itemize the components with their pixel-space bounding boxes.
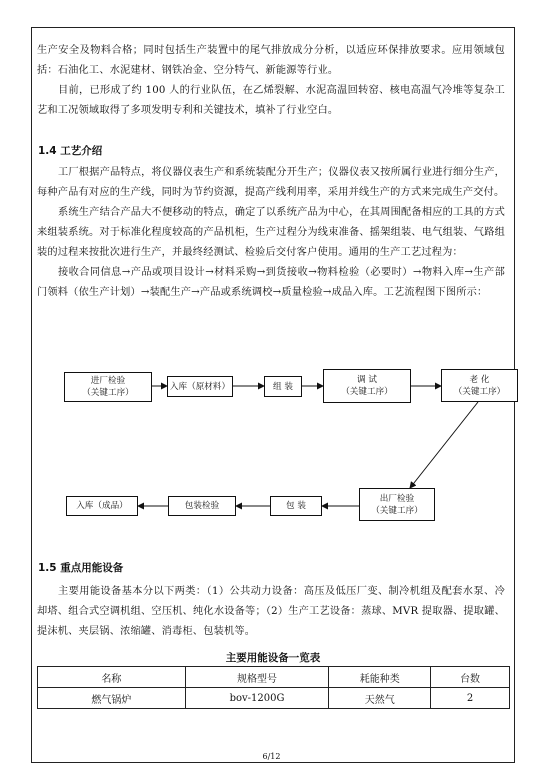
table-header-cell: 台数 <box>431 667 510 688</box>
flow-box-sublabel: （关键工序） <box>453 386 506 397</box>
flow-box-label: 调 试 <box>357 375 377 385</box>
intro-text <box>37 41 505 121</box>
flow-box-label: 组 装 <box>273 381 293 392</box>
flow-box-packaging-inspection <box>168 496 236 516</box>
flow-box-sublabel: （关键工序） <box>82 388 134 398</box>
process-text <box>37 163 505 303</box>
flow-box-label: 入库（原材料） <box>169 381 231 392</box>
flow-box-debugging <box>323 369 411 403</box>
paragraph-factory: 工厂根据产品特点，将仪器仪表生产和系统装配分开生产；仪器仪表又按所属行业进行细分生产，每种产品有对应的生产线，同时为节约资源，提高产线利用率，采用并线生产的方式来完成生产交付。 <box>37 167 505 198</box>
table-header-cell: 规格型号 <box>185 667 329 688</box>
flow-box-aging <box>441 369 518 402</box>
paragraph-equipment: 主要用能设备基本分以下两类：（1）公共动力设备：高压及低压厂变、制冷机组及配套水泵、冷却塔、组合式空调机组、空压机、纯化水设备等；（2）生产工艺设备：蒸球、MVR 提取器、提取罐、提沫机、夹层锅、浓缩罐、消毒柜、包装机等。 <box>37 586 505 637</box>
paragraph-continued: 生产安全及物料合格；同时包括生产装置中的尾气排放成分分析，以适应环保排放要求。应用领域包括：石油化工、水泥建材、钢铁冶金、空分特气、新能源等行业。 <box>37 45 505 76</box>
table-header-cell: 耗能种类 <box>329 667 431 688</box>
equipment-text <box>37 582 505 642</box>
page-number: 6/12 <box>262 752 281 761</box>
section-heading-1-4: 1.4 工艺介绍 <box>38 145 103 157</box>
paragraph-system: 系统生产结合产品大不便移动的特点，确定了以系统产品为中心，在其周围配备相应的工具的方式来组装系统。对于标准化程度较高的产品机柜，生产过程分为线束准备、摇架组装、电气组装、气路组装的过程来按批次进行生产，并最终经测试、检验后交付客户使用。通用的生产工艺过程为： <box>37 207 505 258</box>
table-cell: 天然气 <box>329 688 431 709</box>
flow-box-label: 进厂检验 <box>90 376 126 386</box>
flow-box-incoming-inspection <box>64 372 152 402</box>
flow-box-assembly <box>264 376 302 397</box>
flow-box-label: 包装检验 <box>184 501 220 511</box>
table-title: 主要用能设备一览表 <box>225 652 321 664</box>
paragraph-team: 目前，已形成了约 100 人的行业队伍，在乙烯裂解、水泥高温回转窑、核电高温气冷堆等复杂工艺和工况领域取得了多项发明专利和关键技术，填补了行业空白。 <box>37 85 505 116</box>
flow-box-sublabel: （关键工序） <box>341 387 393 397</box>
table-cell: 2 <box>431 688 510 709</box>
flow-box-label: 老 化 <box>469 374 490 385</box>
table-cell: bov-1200G <box>185 688 329 709</box>
flow-box-raw-material-storage <box>167 376 233 397</box>
flow-box-outgoing-inspection <box>359 488 435 521</box>
section-heading-1-5: 1.5 重点用能设备 <box>38 562 124 574</box>
equipment-table <box>37 666 510 709</box>
table-header-cell: 名称 <box>38 667 186 688</box>
flow-box-label: 入库（成品） <box>76 501 128 511</box>
table-header-row <box>38 667 510 688</box>
flow-box-sublabel: （关键工序） <box>371 505 423 516</box>
flow-box-label: 出厂检验 <box>379 493 415 504</box>
flow-box-packaging <box>270 496 322 516</box>
flow-box-finished-storage <box>66 496 138 516</box>
flow-box-label: 包 装 <box>286 501 306 511</box>
table-cell: 燃气锅炉 <box>38 688 186 709</box>
paragraph-steps: 接收合同信息→产品或项目设计→材料采购→到货接收→物料检验（必要时）→物料入库→生产部门领料（依生产计划）→装配生产→产品或系统调校→质量检验→成品入库。工艺流程图下图所示： <box>37 267 505 298</box>
table-row <box>38 688 510 709</box>
